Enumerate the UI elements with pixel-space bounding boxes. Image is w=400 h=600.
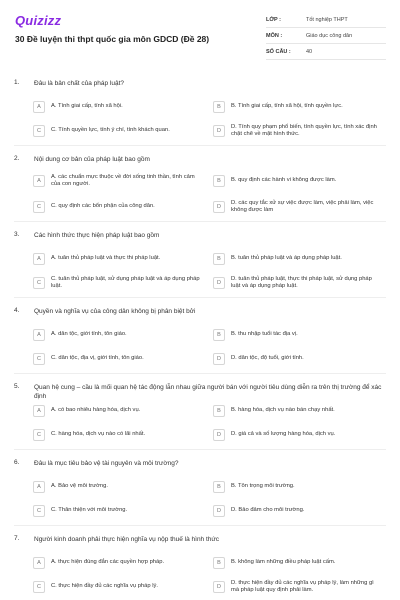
option-d[interactable] [213,274,385,292]
question-list [0,70,400,600]
quizizz-logo: Quizizz [15,13,62,28]
question-6 [0,450,400,526]
question-number: 5. [14,383,20,390]
option-letter-box: A [33,253,45,265]
question-text: Các hình thức thực hiện pháp luật bao gồm [34,232,160,239]
option-b[interactable] [213,326,385,344]
option-text: B. thu nhập tuổi tác địa vị. [231,331,298,338]
question-number: 3. [14,231,20,238]
question-7 [0,526,400,600]
meta-row-count [266,44,386,60]
option-text: C. Tính quyền lực, tính ý chí, tính khách quan. [51,127,170,134]
option-letter-box: D [213,429,225,441]
question-number: 6. [14,459,20,466]
option-a[interactable] [33,554,205,572]
option-letter-box: C [33,125,45,137]
option-letter-box: A [33,329,45,341]
option-a[interactable] [33,326,205,344]
option-b[interactable] [213,172,385,190]
option-letter-box: B [213,405,225,417]
option-text: D. Bảo đảm cho môi trường. [231,507,305,514]
option-c[interactable] [33,122,205,140]
option-a[interactable] [33,250,205,268]
option-text: B. không làm những điều pháp luật cấm. [231,559,336,566]
question-text: Đâu là mục tiêu bảo vệ tài nguyên và môi trường? [34,460,179,467]
option-text: C. thực hiện đầy đủ các nghĩa vụ pháp lý. [51,583,159,590]
option-letter-box: A [33,101,45,113]
question-number: 4. [14,307,20,314]
option-text: D. tuân thủ pháp luật, thực thi pháp luật, sử dụng pháp luật và áp dụng pháp luật. [231,275,372,289]
meta-label: MÔN : [266,32,283,39]
option-text: D. các quy tắc xử sự việc được làm, việc phải làm, việc không được làm [231,199,374,213]
meta-value: 40 [306,48,313,55]
option-text: C. dân tộc, địa vị, giới tính, tôn giáo. [51,355,144,362]
option-letter-box: D [213,353,225,365]
question-text: Đâu là bản chất của pháp luật? [34,80,124,87]
option-c[interactable] [33,274,205,292]
option-letter-box: B [213,253,225,265]
option-text: D. Tính quy phạm phổ biến, tính quyền lực, tính xác định chặt chẽ về mặt hình thức. [231,123,377,137]
option-letter-box: A [33,481,45,493]
option-letter-box: B [213,481,225,493]
option-b[interactable] [213,554,385,572]
option-text: D. giá cả và số lượng hàng hóa, dịch vụ. [231,431,336,438]
option-c[interactable] [33,578,205,596]
option-text: A. tuân thủ pháp luật và thực thi pháp luật. [51,255,161,262]
meta-value: Tốt nghiệp THPT [306,16,348,23]
option-text: B. Tính giai cấp, tính xã hội, tính quyền lực. [231,103,343,110]
option-text: C. tuân thủ pháp luật, sử dụng pháp luật và áp dụng pháp luật. [51,275,200,289]
option-letter-box: B [213,557,225,569]
option-letter-box: B [213,175,225,187]
option-d[interactable] [213,198,385,216]
option-text: A. thực hiện đúng đắn các quyền hợp pháp. [51,559,165,566]
option-a[interactable] [33,402,205,420]
option-letter-box: B [213,329,225,341]
question-4 [0,298,400,374]
option-b[interactable] [213,98,385,116]
option-text: A. các chuẩn mực thuộc về đời sống tinh thần, tình cảm của con người. [51,173,195,187]
page-title: 30 Đề luyện thi thpt quốc gia môn GDCD (Đề 28) [15,34,210,44]
option-letter-box: A [33,405,45,417]
option-d[interactable] [213,350,385,368]
option-d[interactable] [213,578,385,596]
option-text: A. có bao nhiêu hàng hóa, dịch vụ. [51,407,141,414]
option-text: B. quy định các hành vi không được làm. [231,177,337,184]
question-number: 1. [14,79,20,86]
question-2 [0,146,400,222]
option-text: A. Bảo vệ môi trường. [51,483,108,490]
question-1 [0,70,400,146]
question-number: 2. [14,155,20,162]
option-d[interactable] [213,426,385,444]
question-5 [0,374,400,450]
meta-label: SỐ CÂU : [266,48,291,55]
option-text: A. dân tộc, giới tính, tôn giáo. [51,331,127,338]
option-letter-box: A [33,557,45,569]
question-text: Quyền và nghĩa vụ của công dân không bị phân biệt bởi [34,308,196,315]
option-letter-box: D [213,125,225,137]
option-text: B. tuân thủ pháp luật và áp dụng pháp luật. [231,255,342,262]
option-c[interactable] [33,198,205,216]
option-letter-box: C [33,581,45,593]
meta-row-subject [266,28,386,44]
option-d[interactable] [213,502,385,520]
option-letter-box: C [33,201,45,213]
meta-value: Giáo dục công dân [306,32,353,39]
question-text: Người kinh doanh phải thực hiện nghĩa vụ nộp thuế là hình thức [34,536,219,543]
option-letter-box: C [33,277,45,289]
option-letter-box: D [213,581,225,593]
option-text: B. hàng hóa, dịch vụ nào bán chạy nhất. [231,407,335,414]
meta-row-class [266,12,386,28]
option-letter-box: D [213,505,225,517]
option-c[interactable] [33,502,205,520]
option-b[interactable] [213,478,385,496]
question-number: 7. [14,535,20,542]
option-text: C. hàng hóa, dịch vụ nào có lãi nhất. [51,431,146,438]
option-a[interactable] [33,98,205,116]
option-letter-box: C [33,505,45,517]
option-text: A. Tính giai cấp, tính xã hội. [51,103,123,110]
option-letter-box: A [33,175,45,187]
option-letter-box: C [33,429,45,441]
meta-table [266,12,386,60]
option-c[interactable] [33,350,205,368]
option-b[interactable] [213,250,385,268]
option-d[interactable] [213,122,385,140]
option-b[interactable] [213,402,385,420]
meta-label: LỚP : [266,16,281,23]
option-text: D. thực hiện đầy đủ các nghĩa vụ pháp lý, làm những gì mà pháp luật quy định phải làm. [231,579,374,593]
option-text: D. dân tộc, độ tuổi, giới tính. [231,355,304,362]
option-letter-box: D [213,277,225,289]
option-letter-box: C [33,353,45,365]
option-c[interactable] [33,426,205,444]
option-text: C. quy định các bổn phận của công dân. [51,203,155,210]
option-letter-box: B [213,101,225,113]
option-text: C. Thân thiện với môi trường. [51,507,128,514]
question-text: Nội dung cơ bản của pháp luật bao gồm [34,156,150,163]
option-a[interactable] [33,172,205,190]
option-letter-box: D [213,201,225,213]
option-a[interactable] [33,478,205,496]
option-text: B. Tôn trọng môi trường. [231,483,295,490]
header [0,0,400,66]
question-text: Quan hệ cung – cầu là mối quan hệ tác động lẫn nhau giữa người bán với người tiêu dùng diễn ra trên thị trường để xác định [34,384,382,400]
question-3 [0,222,400,298]
